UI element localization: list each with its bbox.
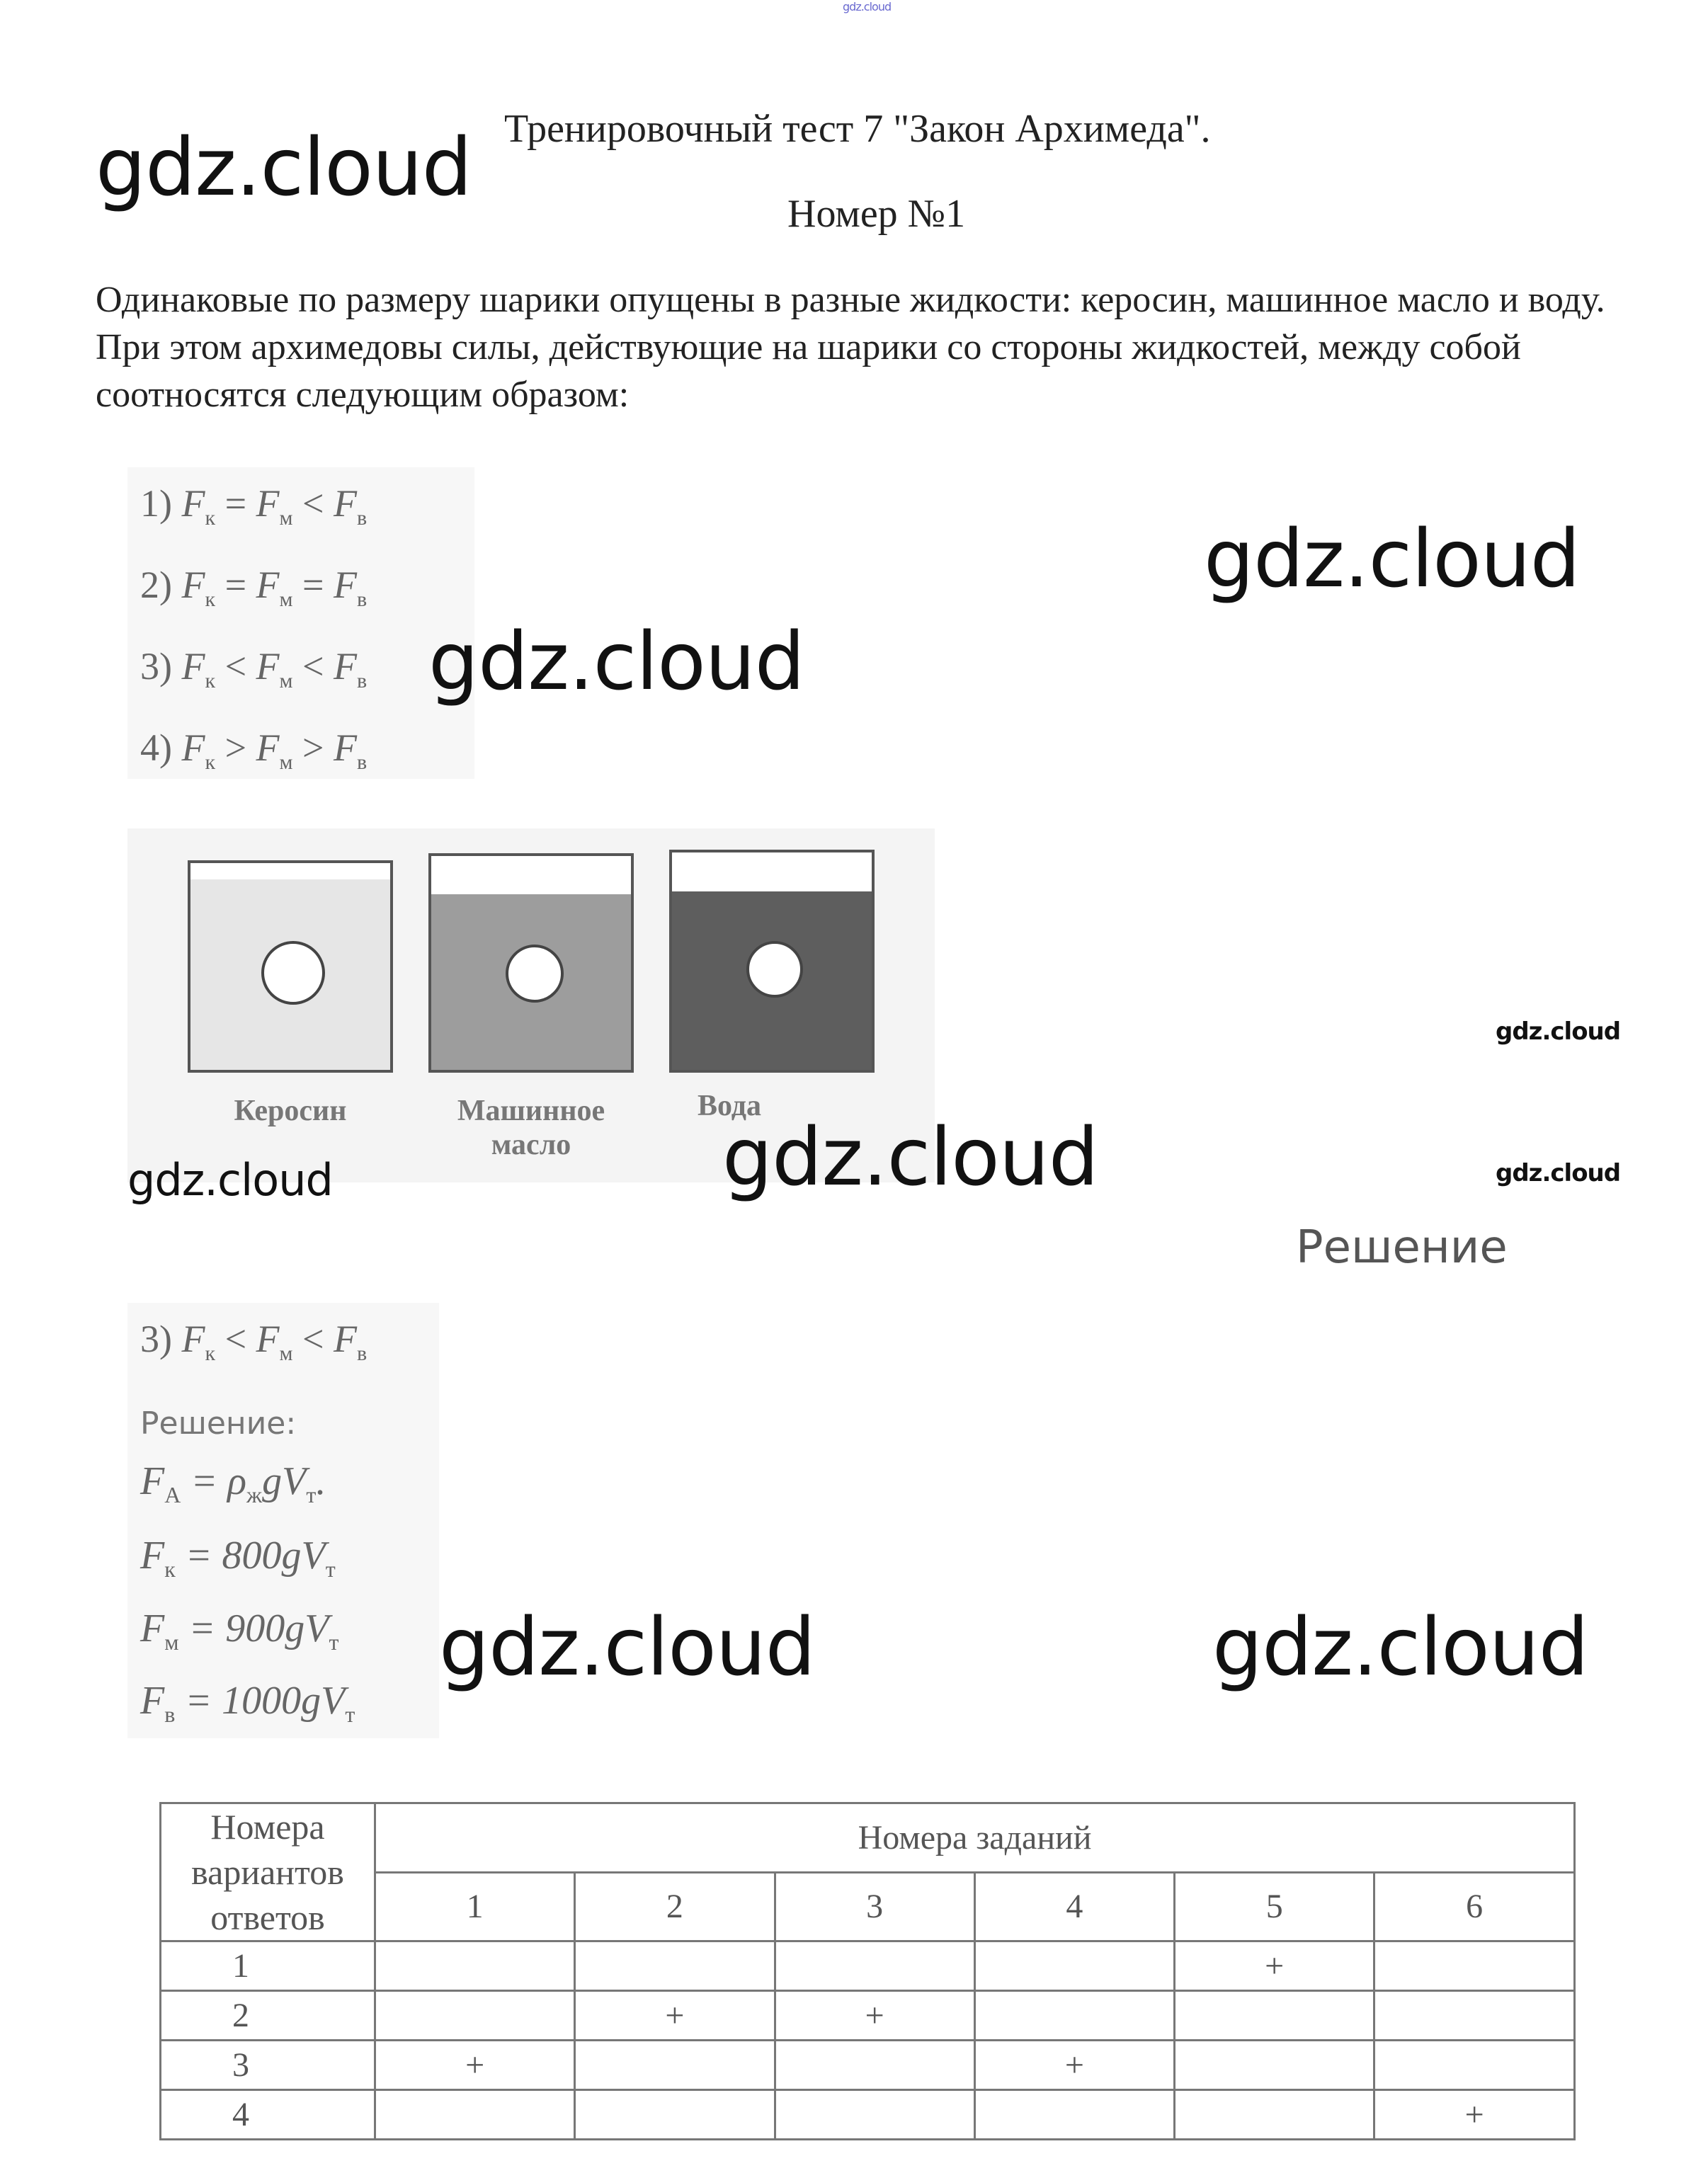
answer-cell [1374, 2041, 1575, 2090]
task-number: 4 [974, 1872, 1174, 1941]
watermark: gdz.cloud [96, 122, 472, 214]
variant-number: 4 [161, 2090, 375, 2140]
answer-cell: + [1175, 1941, 1374, 1991]
answer-cell [1374, 1991, 1575, 2041]
answer-cell [375, 1941, 575, 1991]
formula: $F_м = 900gV_т$ [140, 1607, 339, 1655]
beaker-water [669, 850, 875, 1073]
task-number: 1 [375, 1872, 575, 1941]
task-number: 5 [1175, 1872, 1374, 1941]
answer-cell: + [575, 1991, 775, 2041]
watermark: gdz.cloud [722, 1112, 1098, 1204]
task-number: 6 [1374, 1872, 1575, 1941]
task-number: 2 [575, 1872, 775, 1941]
ball [746, 941, 803, 998]
table-row [161, 1991, 1575, 2041]
watermark: gdz.cloud [428, 616, 804, 708]
answer-cell: + [375, 2041, 575, 2090]
answer-cell [1374, 1941, 1575, 1991]
solution-heading: Решение [1296, 1221, 1508, 1274]
options-scan [127, 467, 474, 779]
page-title: Тренировочный тест 7 "Закон Архимеда". [504, 107, 1211, 151]
table-row [161, 2041, 1575, 2090]
variant-number: 2 [161, 1991, 375, 2041]
solution-label: Решение: [140, 1405, 297, 1442]
answer-cell [1175, 2090, 1374, 2140]
ball [261, 941, 325, 1005]
answer-cell [974, 1991, 1174, 2041]
watermark: gdz.cloud [1496, 1017, 1621, 1046]
problem-text: Одинаковые по размеру шарики опущены в разные жидкости: керосин, машинное масло и воду. При этом архимедовы силы, действующие на шарики со стороны жидкостей, между собой соотносятся следующим образом: [96, 280, 1605, 415]
table-row [161, 2090, 1575, 2140]
ball [506, 945, 564, 1003]
answer-cell: + [974, 2041, 1174, 2090]
caption-kerosene: Керосин [234, 1095, 347, 1127]
option-3: 3) $F_к < F_м < F_в$ [140, 645, 368, 692]
option-1: 1) $F_к = F_м < F_в$ [140, 482, 368, 530]
caption-oil: Машинное масло [457, 1095, 605, 1161]
answer-cell [775, 1941, 974, 1991]
watermark: gdz.cloud [1204, 513, 1580, 605]
answer-cell [575, 1941, 775, 1991]
solution-scan [127, 1303, 439, 1738]
answer-table [159, 1802, 1576, 2140]
answer-cell: + [1374, 2090, 1575, 2140]
beaker-kerosene [188, 860, 393, 1073]
formula: $F_А = \rho_жgV_т$. [140, 1459, 326, 1508]
answer-cell: + [775, 1991, 974, 2041]
answer-cell [575, 2041, 775, 2090]
table-row [161, 1941, 1575, 1991]
watermark: gdz.cloud [127, 1154, 333, 1206]
option-4: 4) $F_к > F_м > F_в$ [140, 726, 368, 774]
watermark: gdz.cloud [1496, 1159, 1621, 1187]
answer-cell [974, 1941, 1174, 1991]
row-header: Номера вариантов ответов [161, 1803, 375, 1941]
caption-water: Вода [697, 1090, 762, 1122]
option-2: 2) $F_к = F_м = F_в$ [140, 564, 368, 611]
formula: $F_к = 800gV_т$ [140, 1534, 336, 1582]
answer-cell [575, 2090, 775, 2140]
variant-number: 1 [161, 1941, 375, 1991]
watermark: gdz.cloud [1212, 1602, 1588, 1694]
column-header: Номера заданий [375, 1803, 1575, 1873]
variant-number: 3 [161, 2041, 375, 2090]
beaker-oil [428, 853, 634, 1073]
solution-answer: 3) $F_к < F_м < F_в$ [140, 1318, 368, 1365]
answer-cell [775, 2090, 974, 2140]
problem-number: Номер №1 [787, 192, 966, 236]
answer-cell [1175, 1991, 1374, 2041]
answer-cell [375, 1991, 575, 2041]
watermark-tiny: gdz.cloud [843, 0, 892, 13]
answer-cell [375, 2090, 575, 2140]
answer-cell [974, 2090, 1174, 2140]
answer-cell [1175, 2041, 1374, 2090]
answer-cell [775, 2041, 974, 2090]
task-number: 3 [775, 1872, 974, 1941]
watermark: gdz.cloud [439, 1602, 815, 1694]
formula: $F_в = 1000gV_т$ [140, 1679, 355, 1728]
